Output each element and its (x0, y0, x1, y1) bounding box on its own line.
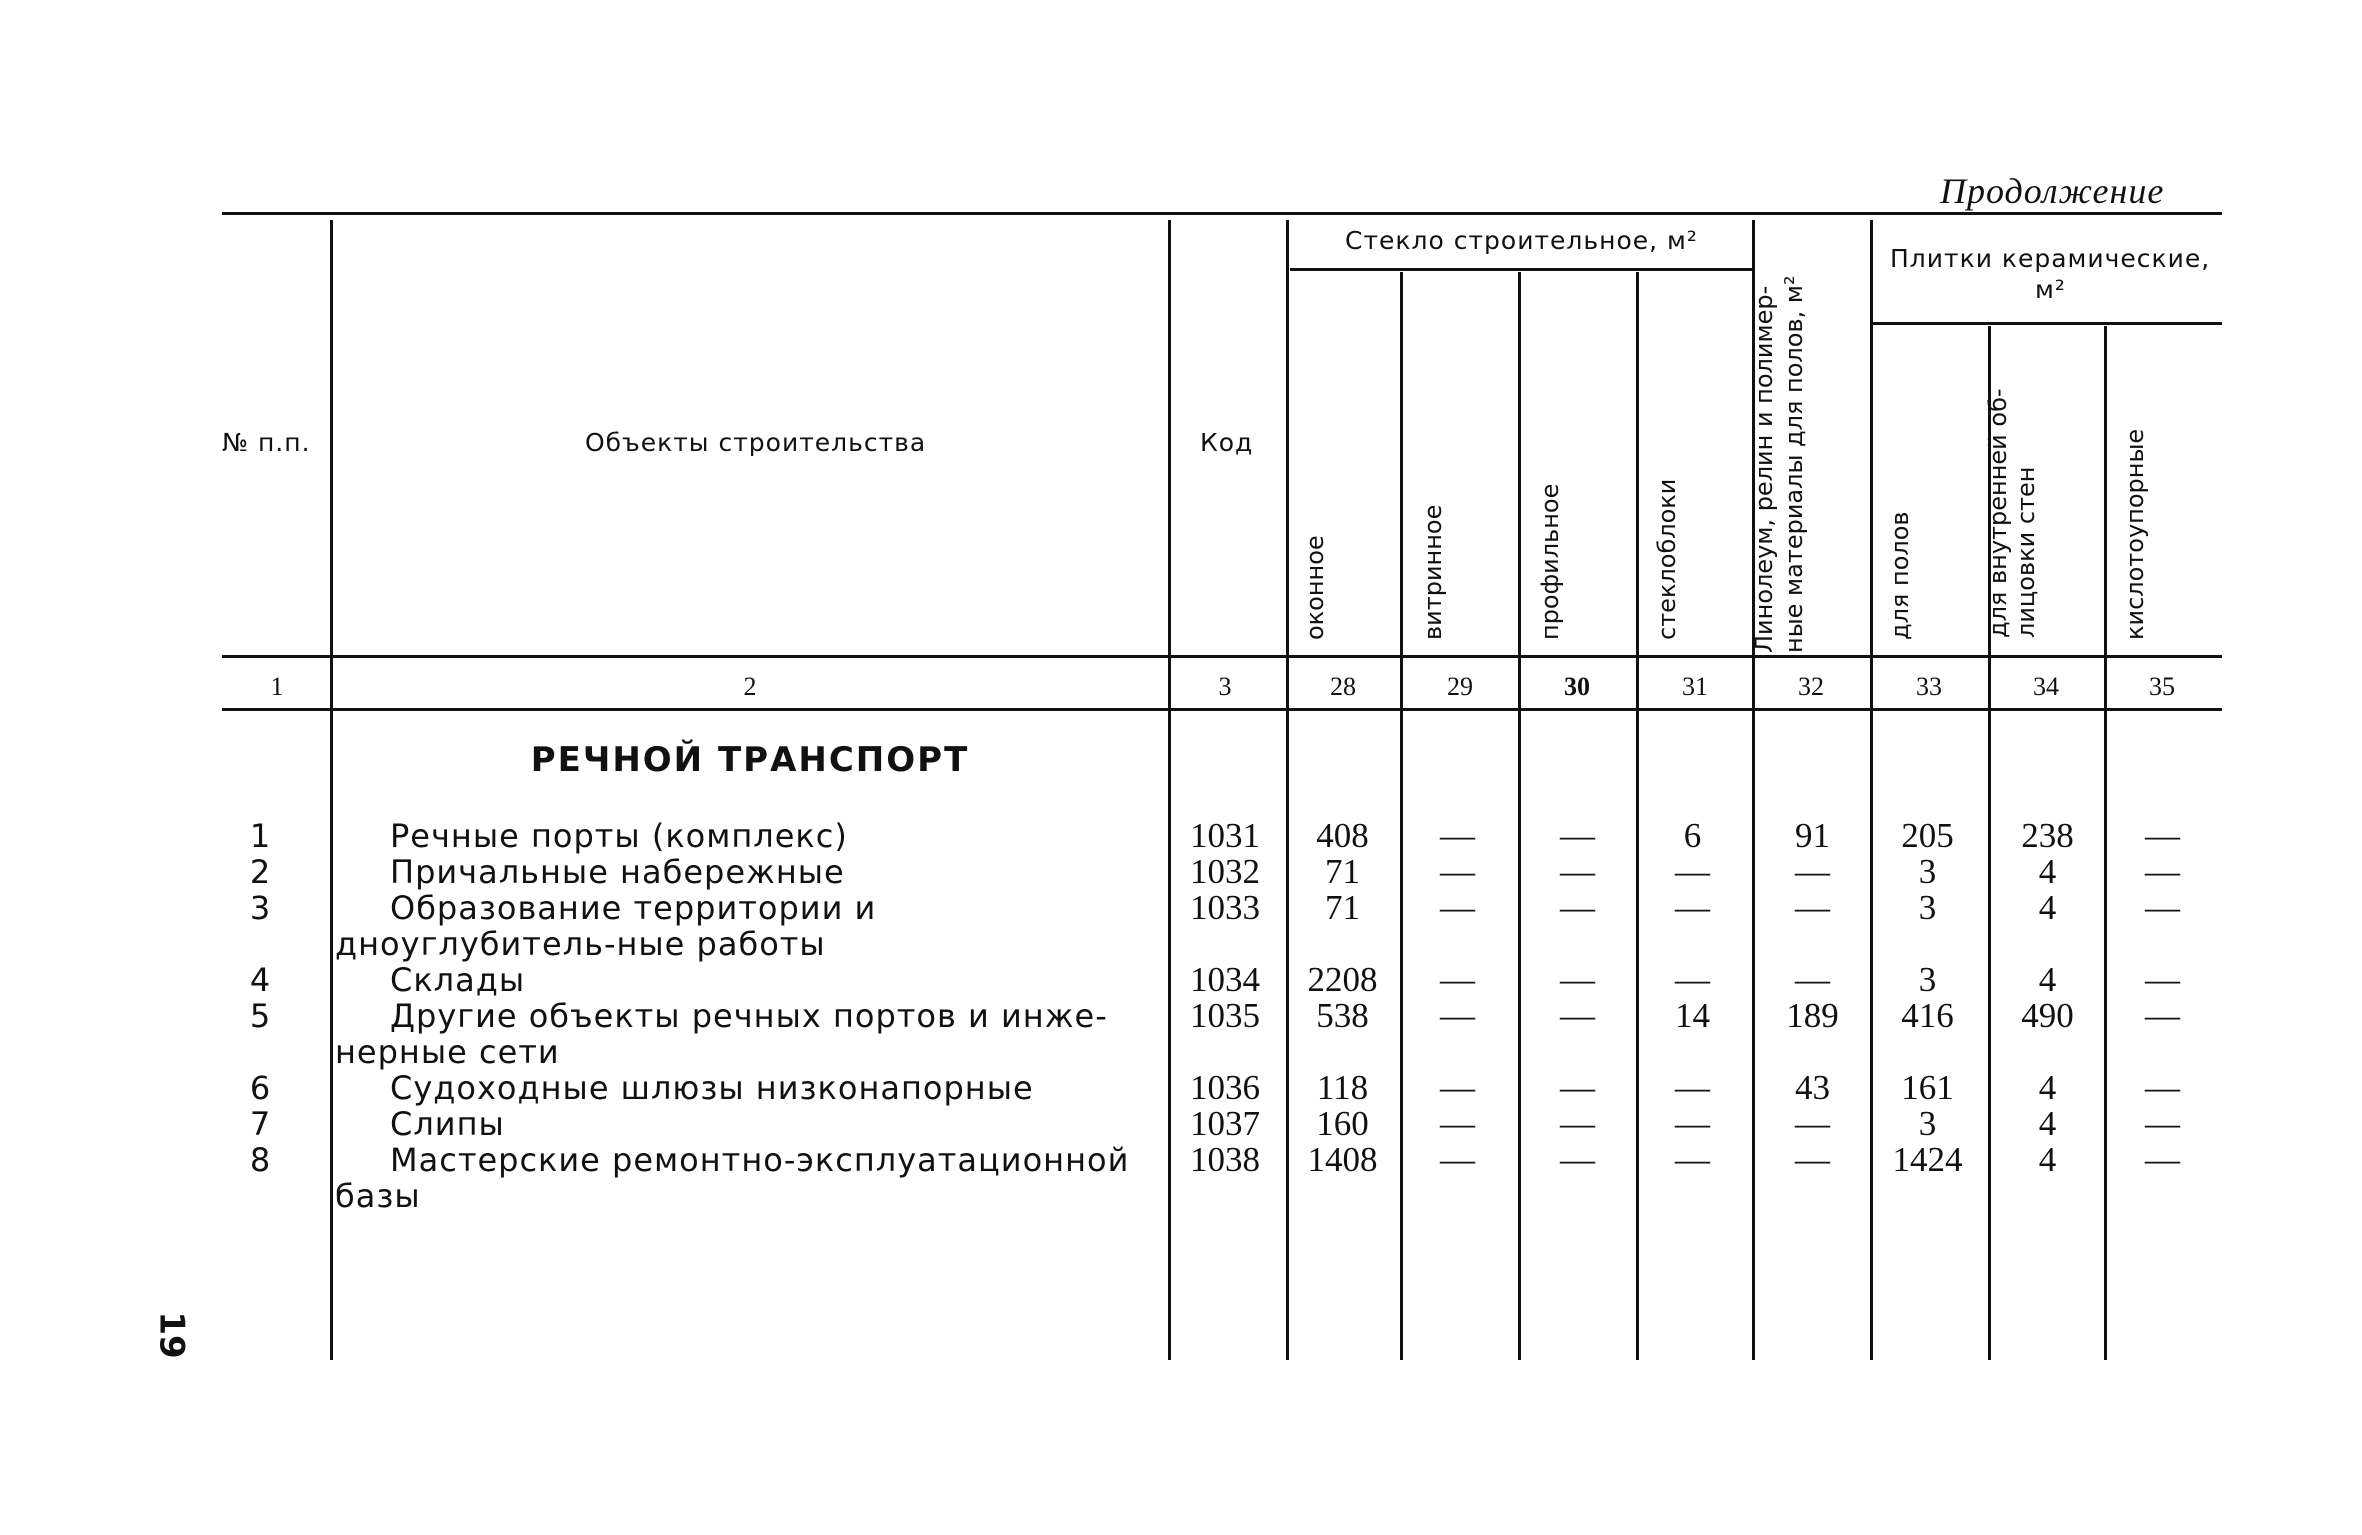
value-cell-33: 3 (1918, 1104, 1937, 1143)
value-cell-29: — (1440, 1068, 1475, 1107)
value-cell-28: 2208 (1307, 960, 1378, 999)
header-linoleum-line2: ные материалы для полов, м² (1780, 275, 1808, 653)
header-glass-showcase: витринное (1419, 504, 1447, 640)
object-code: 1038 (1190, 1140, 1260, 1179)
tiles-group-underline (1872, 322, 2222, 325)
value-cell-30: — (1560, 960, 1595, 999)
value-cell-32: 91 (1795, 816, 1830, 855)
header-tiles-group-line1: Плитки керамические, (1890, 244, 2211, 273)
value-cell-33: 1424 (1892, 1140, 1963, 1179)
value-cell-33: 416 (1901, 996, 1954, 1035)
glass-group-underline (1290, 268, 1752, 271)
value-cell-32: 189 (1786, 996, 1839, 1035)
value-cell-34: 4 (2038, 1104, 2057, 1143)
object-name: Мастерские ремонтно-эксплуатационной базы (335, 1141, 1130, 1215)
object-code: 1034 (1190, 960, 1260, 999)
object-name: Речные порты (комплекс) (390, 817, 848, 855)
value-cell-35: — (2145, 852, 2180, 891)
object-code: 1036 (1190, 1068, 1260, 1107)
value-cell-29: — (1440, 852, 1475, 891)
value-cell-29: — (1440, 816, 1475, 855)
table-row (0, 962, 2362, 998)
object-name: Образование территории и дноуглубитель-ные работы (335, 889, 877, 963)
value-cell-28: 118 (1316, 1068, 1369, 1107)
colnum-35: 35 (2149, 672, 2175, 701)
header-bottom-border (222, 655, 2222, 658)
value-cell-32: — (1795, 852, 1830, 891)
value-cell-35: — (2145, 996, 2180, 1035)
object-name: Другие объекты речных портов и инже-нерные сети (335, 997, 1108, 1071)
value-cell-32: — (1795, 1140, 1830, 1179)
value-cell-32: — (1795, 888, 1830, 927)
value-cell-35: — (2145, 1068, 2180, 1107)
table-row (0, 1070, 2362, 1106)
value-cell-31: 14 (1675, 996, 1710, 1035)
value-cell-30: — (1560, 1140, 1595, 1179)
object-code: 1037 (1190, 1104, 1260, 1143)
object-name: Слипы (390, 1105, 505, 1143)
value-cell-29: — (1440, 888, 1475, 927)
colnum-34: 34 (2033, 672, 2059, 701)
value-cell-35: — (2145, 816, 2180, 855)
value-cell-34: 4 (2038, 960, 2057, 999)
row-number: 8 (249, 1141, 271, 1179)
object-name: Судоходные шлюзы низконапорные (390, 1069, 1034, 1107)
object-code: 1031 (1190, 816, 1260, 855)
value-cell-34: 4 (2038, 1140, 2057, 1179)
value-cell-31: — (1675, 1140, 1710, 1179)
page-number: 19 (151, 1311, 192, 1359)
col-divider-4 (1400, 272, 1403, 1360)
value-cell-30: — (1560, 888, 1595, 927)
value-cell-28: 160 (1316, 1104, 1369, 1143)
value-cell-34: 238 (2021, 816, 2074, 855)
colnum-29: 29 (1447, 672, 1473, 701)
value-cell-30: — (1560, 1104, 1595, 1143)
header-tiles-group-line2: м² (2035, 275, 2066, 304)
column-numbers-bottom-border (222, 708, 2222, 711)
header-tiles-floor: для полов (1886, 511, 1914, 640)
col-divider-2 (1168, 220, 1171, 1360)
colnum-31: 31 (1682, 672, 1708, 701)
header-glass-group: Стекло строительное, м² (1345, 226, 1698, 255)
colnum-28: 28 (1330, 672, 1356, 701)
value-cell-31: — (1675, 960, 1710, 999)
header-tiles-acid: кислотоупорные (2121, 428, 2149, 640)
value-cell-33: 205 (1901, 816, 1954, 855)
table-row (0, 888, 2362, 963)
value-cell-30: — (1560, 852, 1595, 891)
table-row (0, 818, 2362, 854)
header-tiles-wall-line2: лицовки стен (2012, 466, 2040, 638)
value-cell-34: 4 (2038, 888, 2057, 927)
value-cell-29: — (1440, 960, 1475, 999)
value-cell-28: 538 (1316, 996, 1369, 1035)
table-row (0, 1106, 2362, 1142)
value-cell-32: — (1795, 1104, 1830, 1143)
table-row (0, 1140, 2362, 1215)
header-code-label: Код (1200, 428, 1254, 457)
object-code: 1032 (1190, 852, 1260, 891)
table-top-border (222, 212, 2222, 215)
continued-label: Продолжение (1940, 171, 2165, 211)
value-cell-33: 3 (1918, 852, 1937, 891)
value-cell-29: — (1440, 996, 1475, 1035)
value-cell-31: — (1675, 1104, 1710, 1143)
row-number: 5 (249, 997, 271, 1035)
value-cell-30: — (1560, 816, 1595, 855)
col-divider-1 (330, 220, 333, 1360)
value-cell-35: — (2145, 1140, 2180, 1179)
colnum-1: 1 (270, 672, 284, 701)
value-cell-28: 71 (1325, 888, 1360, 927)
col-divider-6 (1636, 272, 1639, 1360)
header-objects-label: Объекты строительства (585, 428, 927, 457)
header-glass-profile: профильное (1536, 483, 1564, 640)
value-cell-34: 490 (2021, 996, 2074, 1035)
value-cell-34: 4 (2038, 852, 2057, 891)
value-cell-35: — (2145, 960, 2180, 999)
colnum-3: 3 (1218, 672, 1232, 701)
value-cell-29: — (1440, 1104, 1475, 1143)
value-cell-31: — (1675, 888, 1710, 927)
value-cell-28: 1408 (1307, 1140, 1378, 1179)
object-name: Склады (390, 961, 526, 999)
value-cell-30: — (1560, 996, 1595, 1035)
value-cell-33: 161 (1901, 1068, 1954, 1107)
row-number: 6 (249, 1069, 271, 1107)
value-cell-31: — (1675, 852, 1710, 891)
table-row (0, 996, 2362, 1071)
value-cell-31: 6 (1683, 816, 1702, 855)
row-number: 2 (249, 853, 271, 891)
section-title: РЕЧНОЙ ТРАНСПОРТ (530, 740, 970, 780)
header-tiles-wall-line1: для внутренней об- (1984, 388, 2012, 638)
value-cell-29: — (1440, 1140, 1475, 1179)
object-code: 1033 (1190, 888, 1260, 927)
header-num-label: № п.п. (222, 428, 311, 457)
row-number: 1 (249, 817, 271, 855)
col-divider-5 (1518, 272, 1521, 1360)
value-cell-35: — (2145, 1104, 2180, 1143)
value-cell-33: 3 (1918, 888, 1937, 927)
object-code: 1035 (1190, 996, 1260, 1035)
header-glass-window: оконное (1301, 535, 1329, 640)
table-row (0, 854, 2362, 890)
value-cell-34: 4 (2038, 1068, 2057, 1107)
col-divider-3 (1286, 220, 1289, 1360)
header-glass-blocks: стеклоблоки (1653, 478, 1681, 640)
row-number: 4 (249, 961, 271, 999)
col-divider-8 (1870, 220, 1873, 1360)
colnum-2: 2 (743, 672, 757, 701)
colnum-30: 30 (1564, 672, 1590, 701)
colnum-32: 32 (1798, 672, 1824, 701)
row-number: 7 (249, 1105, 271, 1143)
value-cell-35: — (2145, 888, 2180, 927)
value-cell-28: 71 (1325, 852, 1360, 891)
colnum-33: 33 (1916, 672, 1942, 701)
value-cell-31: — (1675, 1068, 1710, 1107)
value-cell-32: 43 (1795, 1068, 1830, 1107)
value-cell-33: 3 (1918, 960, 1937, 999)
header-linoleum-line1: Линолеум, релин и полимер- (1750, 285, 1778, 653)
row-number: 3 (249, 889, 271, 927)
object-name: Причальные набережные (390, 853, 845, 891)
value-cell-30: — (1560, 1068, 1595, 1107)
value-cell-32: — (1795, 960, 1830, 999)
value-cell-28: 408 (1316, 816, 1369, 855)
